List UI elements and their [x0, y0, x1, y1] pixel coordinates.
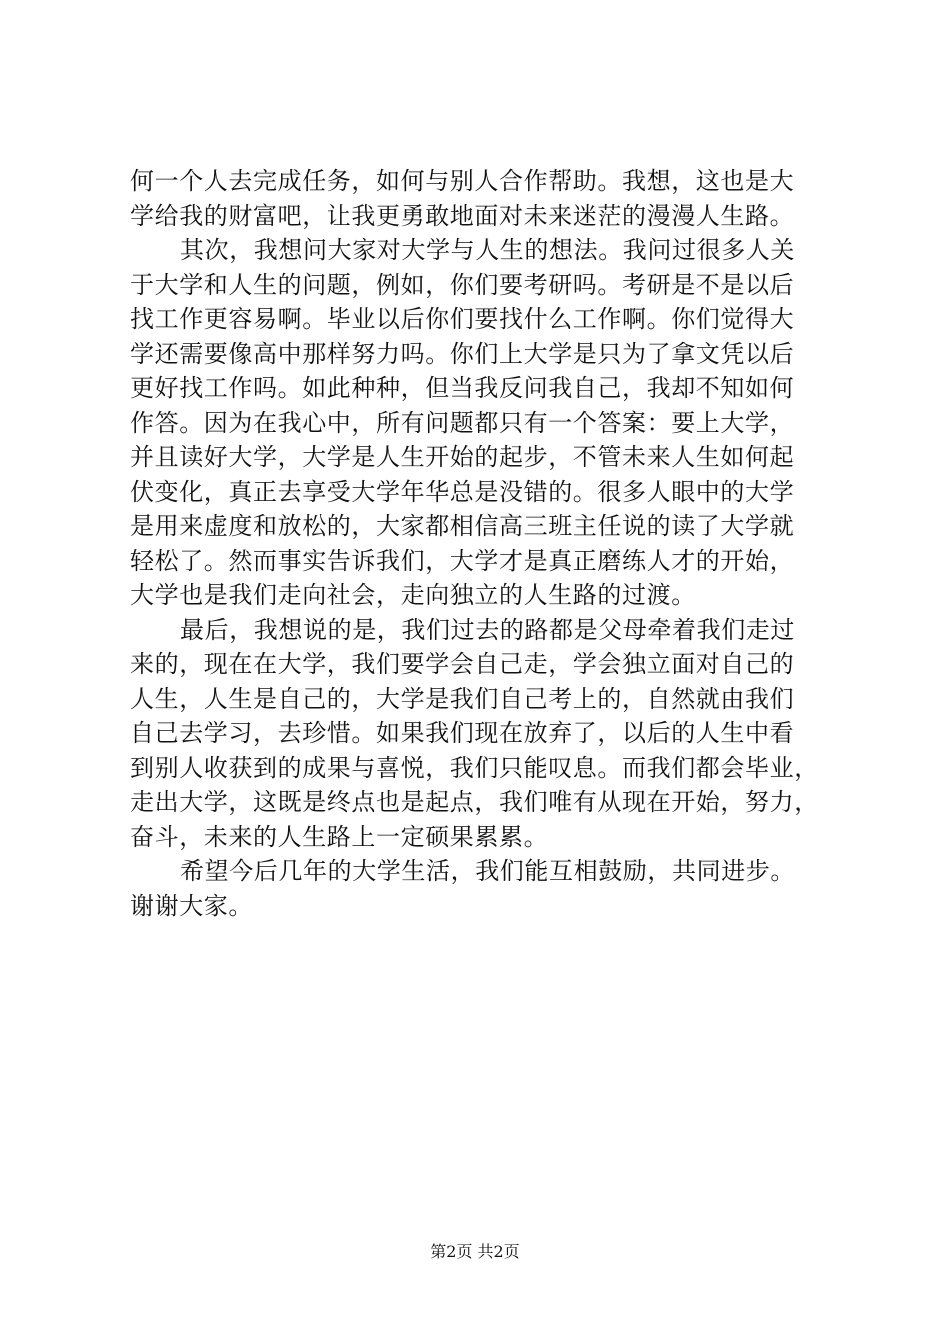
text-line: 是用来虚度和放松的，大家都相信高三班主任说的读了大学就 — [130, 512, 795, 540]
text-line: 更好找工作吗。如此种种，但当我反问我自己，我却不知如何 — [130, 374, 795, 402]
text-line: 何一个人去完成任务，如何与别人合作帮助。我想，这也是大 — [130, 167, 795, 195]
text-line: 奋斗，未来的人生路上一定硕果累累。 — [130, 822, 549, 851]
paragraph-start-line: 希望今后几年的大学生活，我们能互相鼓励，共同进步。 — [180, 857, 795, 885]
text-line: 走出大学，这既是终点也是起点，我们唯有从现在开始，努力， — [130, 788, 819, 816]
text-line: 来的，现在在大学，我们要学会自己走，学会独立面对自己的 — [130, 650, 795, 678]
text-line: 伏变化，真正去享受大学年华总是没错的。很多人眼中的大学 — [130, 477, 795, 506]
document-body — [130, 164, 830, 923]
text-line: 自己去学习，去珍惜。如果我们现在放弃了，以后的人生中看 — [130, 719, 795, 747]
text-line: 于大学和人生的问题，例如，你们要考研吗。考研是不是以后 — [130, 270, 795, 299]
text-line: 轻松了。然而事实告诉我们，大学才是真正磨练人才的开始， — [130, 546, 795, 575]
text-line: 作答。因为在我心中，所有问题都只有一个答案：要上大学， — [130, 408, 795, 437]
text-line: 谢谢大家。 — [130, 891, 253, 920]
text-line: 大学也是我们走向社会，走向独立的人生路的过渡。 — [130, 581, 696, 609]
text-line: 人生，人生是自己的，大学是我们自己考上的，自然就由我们 — [130, 684, 795, 713]
paragraph-start-line: 最后，我想说的是，我们过去的路都是父母牵着我们走过 — [180, 615, 795, 644]
text-line: 到别人收获到的成果与喜悦，我们只能叹息。而我们都会毕业， — [130, 753, 819, 782]
text-line: 学给我的财富吧，让我更勇敢地面对未来迷茫的漫漫人生路。 — [130, 201, 795, 230]
text-line: 并且读好大学，大学是人生开始的起步，不管未来人生如何起 — [130, 443, 795, 471]
text-line: 找工作更容易啊。毕业以后你们要找什么工作啊。你们觉得大 — [130, 305, 795, 333]
page-number-footer: 第2页 共2页 — [430, 1242, 520, 1261]
paragraph-start-line: 其次，我想问大家对大学与人生的想法。我问过很多人关 — [180, 236, 795, 264]
text-line: 学还需要像高中那样努力吗。你们上大学是只为了拿文凭以后 — [130, 339, 795, 368]
